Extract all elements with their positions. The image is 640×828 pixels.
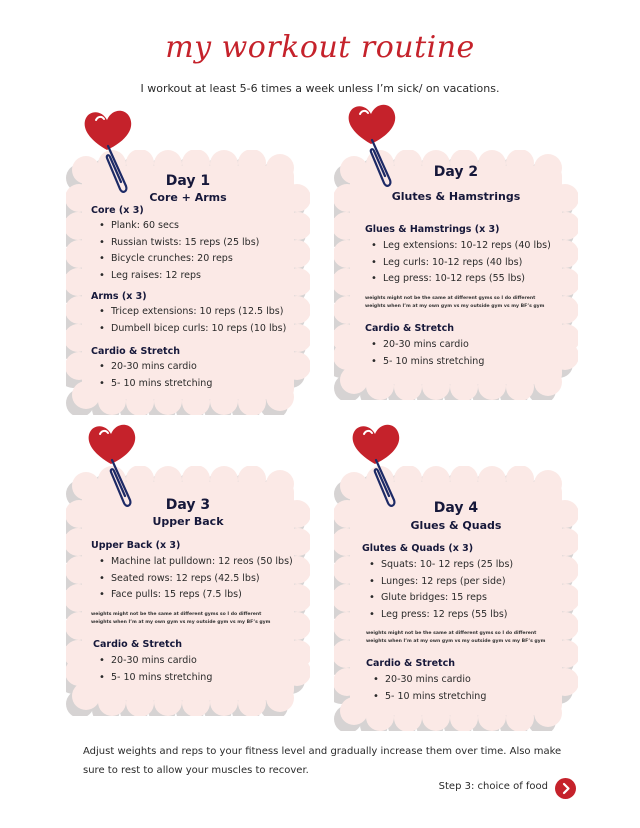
note-line: weights might not be the same at different gyms so I do different (91, 612, 262, 617)
list-item: • Russian twists: 15 reps (25 lbs) (99, 235, 259, 252)
section-heading: Cardio & Stretch (365, 323, 454, 334)
day-subtitle: Glues & Quads (410, 519, 502, 532)
section-heading: Cardio & Stretch (93, 639, 182, 650)
weights-note (365, 295, 544, 311)
heart-paperclip-icon (344, 100, 404, 190)
section-heading: Glutes & Quads (x 3) (362, 543, 474, 554)
list-item: • Bicycle crunches: 20 reps (99, 251, 259, 268)
section-heading: Cardio & Stretch (91, 346, 180, 357)
exercise-list (99, 653, 212, 686)
day-title: Day 2 (433, 164, 479, 180)
exercise-list (99, 359, 212, 392)
day-title: Day 4 (433, 500, 479, 516)
list-item: • Leg press: 12 reps (55 lbs) (369, 607, 513, 624)
day-subtitle: Glutes & Hamstrings (391, 190, 521, 203)
list-item: • Leg extensions: 10-12 reps (40 lbs) (371, 238, 551, 255)
footer-text: Adjust weights and reps to your fitness level and gradually increase them over time. Also make sure to rest to allow your muscles to recover. (83, 746, 562, 776)
section-heading: Arms (x 3) (91, 291, 147, 302)
page-subtitle: I workout at least 5-6 times a week unless I’m sick/ on vacations. (140, 82, 500, 95)
exercise-list (371, 337, 484, 370)
list-item: • 5- 10 mins stretching (99, 376, 212, 393)
list-item: • 5- 10 mins stretching (373, 689, 486, 706)
list-item: • 5- 10 mins stretching (371, 354, 484, 371)
list-item: • Machine lat pulldown: 12 reos (50 lbs) (99, 554, 293, 571)
list-item: • Seated rows: 12 reps (42.5 lbs) (99, 571, 293, 588)
list-item: • 20-30 mins cardio (99, 359, 212, 376)
exercise-list (371, 238, 551, 288)
note-line: weights might not be the same at different gyms so I do different (366, 631, 537, 636)
list-item: • 20-30 mins cardio (99, 653, 212, 670)
list-item: • Dumbell bicep curls: 10 reps (10 lbs) (99, 321, 286, 338)
heart-paperclip-icon (80, 106, 140, 196)
exercise-list (99, 554, 293, 604)
exercise-list (99, 218, 259, 284)
note-line: weights when I’m at my own gym vs my outside gym vs my BF’s gym (365, 304, 545, 309)
list-item: • Squats: 10- 12 reps (25 lbs) (369, 557, 513, 574)
section-heading: Core (x 3) (91, 205, 144, 216)
section-heading: Cardio & Stretch (366, 658, 455, 669)
next-step-link[interactable]: Step 3: choice of food (438, 781, 548, 792)
next-step-button[interactable] (555, 778, 576, 799)
list-item: • Leg curls: 10-12 reps (40 lbs) (371, 255, 551, 272)
list-item: • Lunges: 12 reps (per side) (369, 574, 513, 591)
list-item: • Face pulls: 15 reps (7.5 lbs) (99, 587, 293, 604)
section-heading: Upper Back (x 3) (91, 540, 181, 551)
weights-note (91, 611, 270, 627)
heart-paperclip-icon (84, 420, 144, 510)
list-item: • 20-30 mins cardio (373, 672, 486, 689)
day-subtitle: Core + Arms (149, 191, 227, 204)
list-item: • Tricep extensions: 10 reps (12.5 lbs) (99, 304, 286, 321)
day-title: Day 3 (165, 497, 211, 513)
day-subtitle: Upper Back (152, 515, 224, 528)
list-item: • Leg press: 10-12 reps (55 lbs) (371, 271, 551, 288)
list-item: • 5- 10 mins stretching (99, 670, 212, 687)
exercise-list (373, 672, 486, 705)
chevron-right-icon (555, 778, 576, 799)
exercise-list (99, 304, 286, 337)
list-item: • Glute bridges: 15 reps (369, 590, 513, 607)
weights-note (366, 630, 545, 646)
exercise-list (369, 557, 513, 623)
section-heading: Glues & Hamstrings (x 3) (365, 224, 500, 235)
note-line: weights when I’m at my own gym vs my outside gym vs my BF’s gym (366, 639, 546, 644)
list-item: • Plank: 60 secs (99, 218, 259, 235)
note-line: weights might not be the same at different gyms so I do different (365, 296, 536, 301)
heart-paperclip-icon (348, 420, 408, 510)
note-line: weights when I’m at my own gym vs my outside gym vs my BF’s gym (91, 620, 271, 625)
list-item: • 20-30 mins cardio (371, 337, 484, 354)
page-title: my workout routine (165, 30, 475, 65)
day-title: Day 1 (165, 173, 211, 189)
list-item: • Leg raises: 12 reps (99, 268, 259, 285)
